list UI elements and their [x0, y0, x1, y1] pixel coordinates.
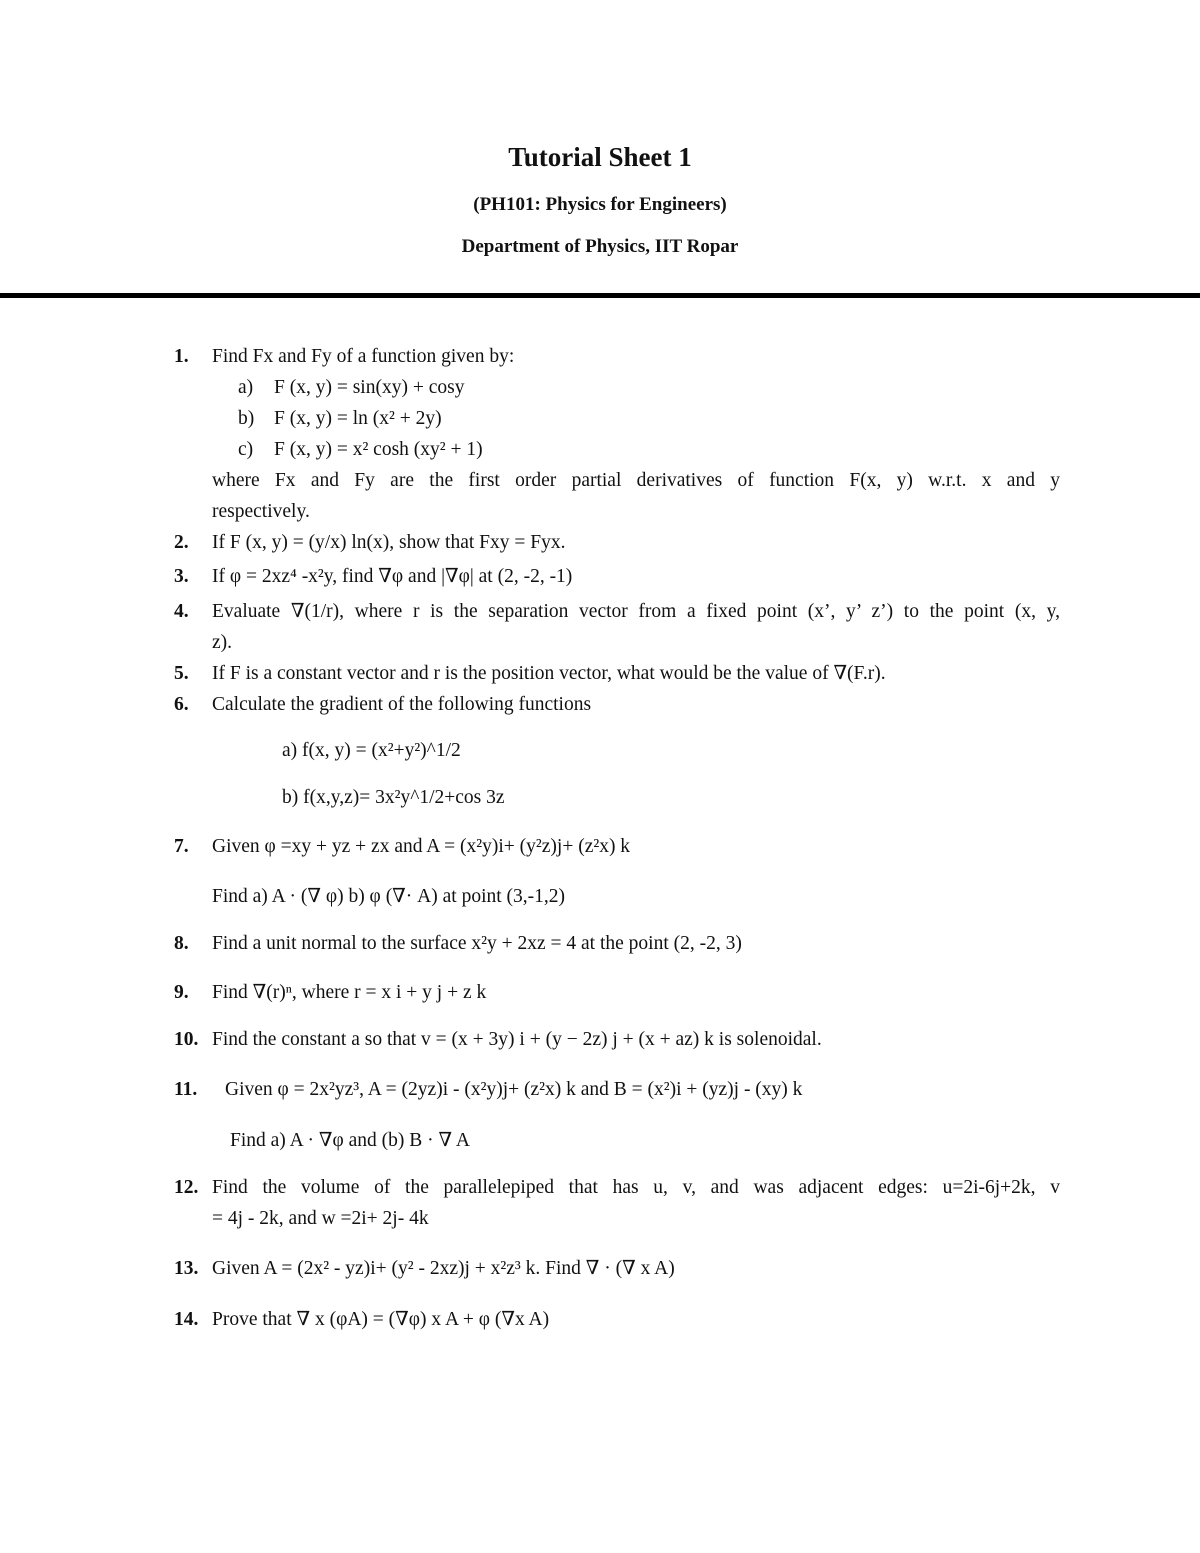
question-number: 13. — [174, 1258, 199, 1279]
question-number: 2. — [174, 532, 189, 553]
q6-part-a: a) f(x, y) = (x²+y²)^1/2 — [282, 740, 461, 761]
q9-text: Find ∇(r)ⁿ, where r = x i + y j + z k — [212, 982, 487, 1003]
question-number: 9. — [174, 982, 189, 1003]
q14-text: Prove that ∇ x (φA) = (∇φ) x A + φ (∇x A) — [212, 1309, 550, 1330]
q1-a-label: a) — [238, 377, 254, 398]
q1-b-text: F (x, y) = ln (x² + 2y) — [274, 408, 442, 429]
q4-text-cont: z). — [212, 632, 233, 653]
q3-text: If φ = 2xz⁴ -x²y, find ∇φ and |∇φ| at (2, -2, -1) — [212, 566, 573, 587]
question-number: 6. — [174, 694, 189, 715]
q13-text: Given A = (2x² - yz)i+ (y² - 2xz)j + x²z³ k. Find ∇ · (∇ x A) — [212, 1258, 675, 1279]
q12-text: Find the volume of the parallelepiped that has u, v, and was adjacent edges: u=2i-6j+2k, v — [212, 1177, 1060, 1198]
q7-text: Given φ =xy + yz + zx and A = (x²y)i+ (y²z)j+ (z²x) k — [212, 836, 631, 857]
q8-text: Find a unit normal to the surface x²y + 2xz = 4 at the point (2, -2, 3) — [212, 933, 742, 954]
question-number: 4. — [174, 601, 189, 622]
question-number: 1. — [174, 346, 189, 367]
question-number: 11. — [174, 1079, 198, 1100]
q10-text: Find the constant a so that v = (x + 3y) i + (y − 2z) j + (x + az) k is solenoidal. — [212, 1029, 822, 1050]
course-subtitle: (PH101: Physics for Engineers) — [473, 194, 727, 215]
page-title: Tutorial Sheet 1 — [508, 142, 692, 172]
header-divider — [0, 293, 1200, 298]
q1-c-label: c) — [238, 439, 254, 460]
question-number: 14. — [174, 1309, 199, 1330]
q7-find: Find a) A · (∇ φ) b) φ (∇· A) at point (3,-1,2) — [212, 886, 566, 907]
q5-text: If F is a constant vector and r is the position vector, what would be the value of ∇(F.r). — [212, 663, 886, 684]
question-number: 5. — [174, 663, 189, 684]
question-number: 3. — [174, 566, 189, 587]
q6-text: Calculate the gradient of the following functions — [212, 694, 592, 715]
q1-where-line: where Fx and Fy are the first order partial derivatives of function F(x, y) w.r.t. x and y — [212, 470, 1060, 491]
q1-c-text: F (x, y) = x² cosh (xy² + 1) — [274, 439, 483, 460]
q2-text: If F (x, y) = (y/x) ln(x), show that Fxy = Fyx. — [212, 532, 566, 553]
q1-where-cont: respectively. — [212, 501, 310, 522]
question-number: 8. — [174, 933, 189, 954]
question-number: 12. — [174, 1177, 199, 1198]
question-number: 10. — [174, 1029, 199, 1050]
q1-intro: Find Fx and Fy of a function given by: — [212, 346, 515, 367]
q12-text-cont: = 4j - 2k, and w =2i+ 2j- 4k — [212, 1208, 429, 1229]
department-line: Department of Physics, IIT Ropar — [461, 236, 739, 257]
question-number: 7. — [174, 836, 189, 857]
q4-text: Evaluate ∇(1/r), where r is the separation vector from a fixed point (x’, y’ z’) to the point (x, y, — [212, 601, 1060, 622]
q1-b-label: b) — [238, 408, 255, 429]
q11-find: Find a) A · ∇φ and (b) B · ∇ A — [230, 1130, 470, 1151]
q1-a-text: F (x, y) = sin(xy) + cosy — [274, 377, 465, 398]
q11-text: Given φ = 2x²yz³, A = (2yz)i - (x²y)j+ (z²x) k and B = (x²)i + (yz)j - (xy) k — [225, 1079, 803, 1100]
q6-part-b: b) f(x,y,z)= 3x²y^1/2+cos 3z — [282, 787, 505, 808]
